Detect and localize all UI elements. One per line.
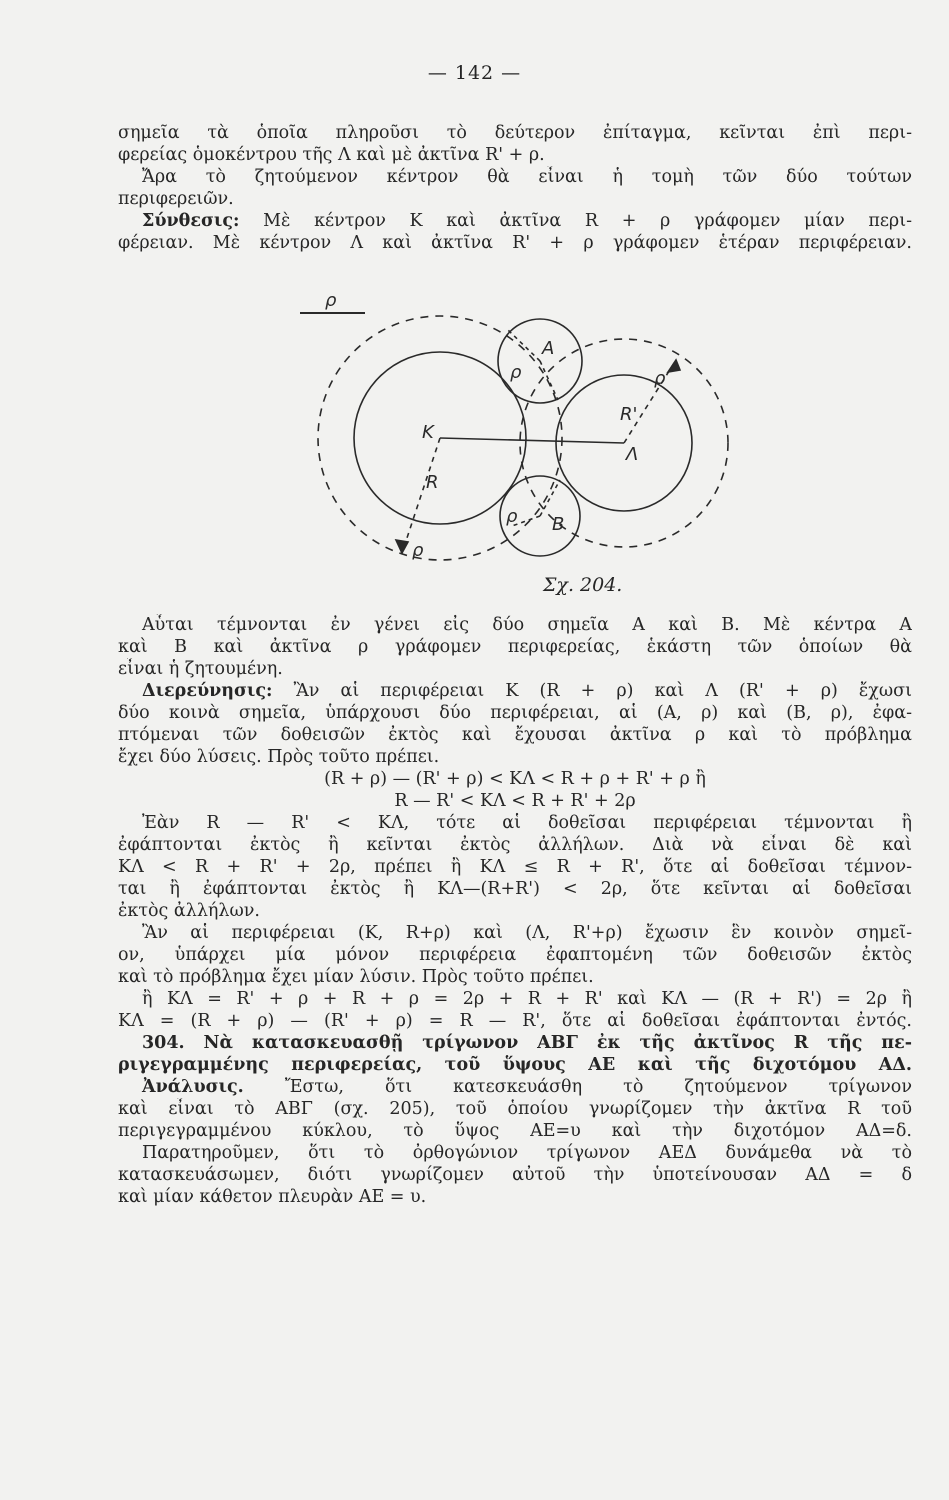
text-line: καὶ εἶναι τὸ ΑΒΓ (σχ. 205), τοῦ ὁποίου γνωρίζομεν τὴν ἀκτῖνα R τοῦ — [118, 1099, 912, 1119]
arrow-L — [668, 360, 680, 372]
radius-A2 — [540, 361, 558, 400]
discussion-text: Ἂν αἱ περιφέρειαι Κ (R + ρ) καὶ Λ (R' + ρ) ἔχωσι — [293, 681, 912, 701]
label-rho-top: ρ — [325, 290, 337, 311]
text-line: ἐκτὸς ἀλλήλων. — [118, 901, 260, 921]
segment-KL — [440, 438, 624, 443]
radius-A — [508, 330, 540, 361]
text-line: Ἂν αἱ περιφέρειαι (Κ, R+ρ) καὶ (Λ, R'+ρ) ἔχωσιν ἓν κοινὸν σημεῖ- — [142, 923, 912, 943]
text-line: ἢ ΚΛ = R' + ρ + R + ρ = 2ρ + R + R' καὶ ΚΛ — (R + R') = 2ρ ἢ — [142, 989, 912, 1009]
synthesis-text: Μὲ κέντρον Κ καὶ ἀκτῖνα R + ρ γράφομεν μίαν περι- — [263, 211, 912, 231]
text-line: πτόμεναι τῶν δοθεισῶν ἐκτὸς καὶ ἔχουσαι ἀκτῖνα ρ καὶ τὸ πρόβλημα — [118, 725, 912, 745]
text-line: Παρατηροῦμεν, ὅτι τὸ ὀρθογώνιον τρίγωνον ΑΕΔ δυνάμεθα νὰ τὸ — [142, 1143, 912, 1163]
figure-204 — [290, 288, 730, 588]
problem-text: Νὰ κατασκευασθῇ τρίγωνον ΑΒΓ ἐκ τῆς ἀκτῖνος R τῆς πε- — [203, 1033, 912, 1053]
label-rho-4: ρ — [412, 540, 424, 561]
text-line — [118, 680, 912, 702]
synthesis-heading: Σύνθεσις: — [142, 211, 240, 231]
analysis-heading: Ἀνάλυσις. — [142, 1077, 244, 1097]
label-B: Β — [552, 514, 565, 535]
text-line: καὶ Β καὶ ἀκτῖνα ρ γράφομεν περιφερείας, ἑκάστη τῶν ὁποίων θὰ — [118, 637, 912, 657]
text-line: ον, ὑπάρχει μία μόνον περιφέρεια ἐφαπτομένη τῶν δοθεισῶν ἐκτὸς — [118, 945, 912, 965]
figure-caption: Σχ. 204. — [543, 574, 623, 596]
discussion-heading: Διερεύνησις: — [142, 681, 273, 701]
text-line — [118, 1076, 912, 1098]
label-L: Λ — [626, 444, 639, 465]
text-line: ται ἢ ἐφάπτονται ἐκτὸς ἢ ΚΛ—(R+R') < 2ρ, ὅτε κεῖνται αἱ δοθεῖσαι — [118, 879, 912, 899]
paragraph-intro — [118, 122, 912, 254]
label-rho-3: ρ — [506, 506, 518, 527]
problem-number: 304. — [142, 1033, 185, 1053]
text-line — [118, 210, 912, 232]
radius-K — [402, 438, 440, 553]
page-number: — 142 — — [427, 62, 522, 84]
label-A: Α — [542, 338, 555, 359]
text-line: καὶ μίαν κάθετον πλευρὰν ΑΕ = υ. — [118, 1187, 427, 1207]
text-line: ἔχει δύο λύσεις. Πρὸς τοῦτο πρέπει. — [118, 747, 440, 767]
label-R-prime: R' — [620, 404, 638, 425]
text-line: ΚΛ < R + R' + 2ρ, πρέπει ἢ ΚΛ ≤ R + R', ὅτε αἱ δοθεῖσαι τέμνον- — [118, 857, 912, 877]
label-K: Κ — [422, 422, 434, 443]
formula-line: (R + ρ) — (R' + ρ) < ΚΛ < R + ρ + R' + ρ ἢ — [324, 769, 706, 789]
text-line: ἐφάπτονται ἐκτὸς ἢ κεῖνται ἐκτὸς ἀλλήλων. Διὰ νὰ εἶναι δὲ καὶ — [118, 835, 912, 855]
text-line: περιγεγραμμένου κύκλου, τὸ ὕψος ΑΕ=υ καὶ τὴν διχοτόμον ΑΔ=δ. — [118, 1121, 912, 1141]
text-line: καὶ τὸ πρόβλημα ἔχει μίαν λύσιν. Πρὸς τοῦτο πρέπει. — [118, 967, 594, 987]
text-line: Ἄρα τὸ ζητούμενον κέντρον θὰ εἶναι ἡ τομὴ τῶν δύο τούτων — [142, 167, 912, 187]
text-line: Ἐὰν R — R' < ΚΛ, τότε αἱ δοθεῖσαι περιφέρειαι τέμνονται ἢ — [142, 813, 912, 833]
text-line: σημεῖα τὰ ὁποῖα πληροῦσι τὸ δεύτερον ἐπίταγμα, κεῖνται ἐπὶ περι- — [118, 123, 912, 143]
text-line: Αὗται τέμνονται ἐν γένει εἰς δύο σημεῖα Α καὶ Β. Μὲ κέντρα Α — [142, 615, 912, 635]
label-R: R — [426, 472, 439, 493]
text-line: περιφερειῶν. — [118, 189, 234, 209]
radius-B2 — [540, 480, 560, 516]
text-line: εἶναι ἡ ζητουμένη. — [118, 659, 283, 679]
problem-title — [118, 1032, 912, 1054]
problem-title: ριγεγραμμένης περιφερείας, τοῦ ὕψους ΑΕ καὶ τῆς διχοτόμου ΑΔ. — [118, 1055, 912, 1075]
text-line: φέρειαν. Μὲ κέντρον Λ καὶ ἀκτῖνα R' + ρ γράφομεν ἑτέραν περιφέρειαν. — [118, 233, 912, 253]
formula-line: R — R' < ΚΛ < R + R' + 2ρ — [394, 791, 636, 811]
label-rho-1: ρ — [510, 362, 522, 383]
text-line: δύο κοινὰ σημεῖα, ὑπάρχουσι δύο περιφέρειαι, αἱ (Α, ρ) καὶ (Β, ρ), ἐφα- — [118, 703, 912, 723]
label-rho-2: ρ — [654, 368, 666, 389]
text-line: ΚΛ = (R + ρ) — (R' + ρ) = R — R', ὅτε αἱ δοθεῖσαι ἐφάπτονται ἐντός. — [118, 1011, 912, 1031]
arrow-K — [396, 540, 408, 553]
text-line: φερείας ὁμοκέντρου τῆς Λ καὶ μὲ ἀκτῖνα R' + ρ. — [118, 145, 545, 165]
paragraph-main — [118, 614, 912, 1208]
text-line: κατασκευάσωμεν, διότι γνωρίζομεν αὐτοῦ τὴν ὑποτείνουσαν ΑΔ = δ — [118, 1165, 912, 1185]
analysis-text: Ἔστω, ὅτι κατεσκευάσθη τὸ ζητούμενον τρίγωνον — [284, 1077, 912, 1097]
